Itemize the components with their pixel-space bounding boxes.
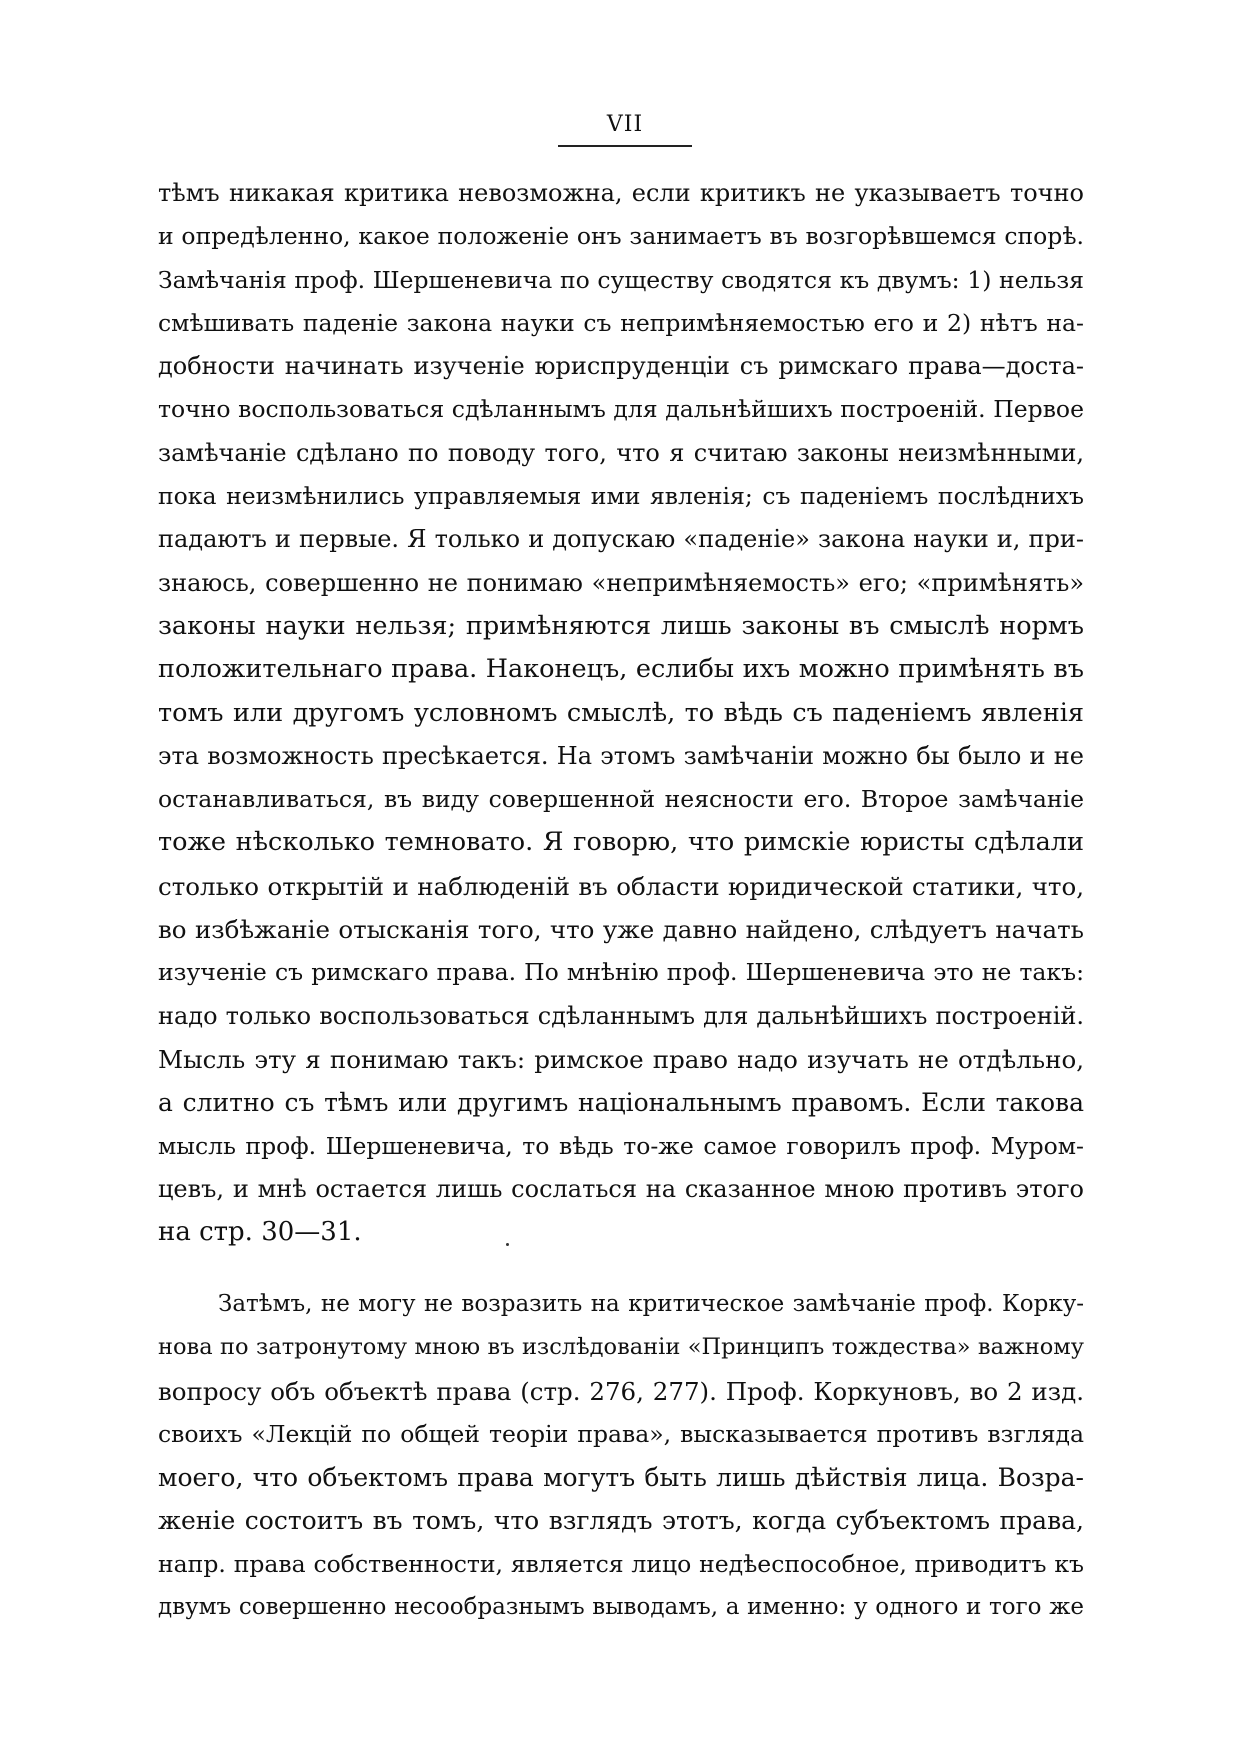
- header-rule: [558, 145, 692, 147]
- scan-speck: [506, 1243, 509, 1246]
- text-line: смѣшивать паденіе закона науки съ непримѣняемостью его и 2) нѣтъ на-: [158, 308, 1084, 337]
- text-line: томъ или другомъ условномъ смыслѣ, то вѣдь съ паденіемъ явленія: [158, 697, 1084, 728]
- text-line: Замѣчанія проф. Шершеневича по существу сводятся къ двумъ: 1) нельзя: [158, 265, 1084, 294]
- text-line: законы науки нельзя; примѣняются лишь законы въ смыслѣ нормъ: [158, 610, 1084, 641]
- text-line: двумъ совершенно несообразнымъ выводамъ, а именно: у одного и того же: [158, 1594, 1084, 1621]
- text-line: изученіе съ римскаго права. По мнѣнію проф. Шершеневича это не такъ:: [158, 958, 1084, 987]
- text-line: вопросу объ объектѣ права (стр. 276, 277). Проф. Коркуновъ, во 2 изд.: [158, 1376, 1084, 1406]
- text-line: тѣмъ никакая критика невозможна, если критикъ не указываетъ точно: [158, 179, 1084, 207]
- text-line: и опредѣленно, какое положеніе онъ занимаетъ въ возгорѣвшемся спорѣ.: [158, 222, 1084, 251]
- text-line: напр. права собственности, является лицо недѣеспособное, приводитъ къ: [158, 1549, 1084, 1578]
- text-line: женіе состоитъ въ томъ, что взглядъ этотъ, когда субъектомъ права,: [158, 1506, 1084, 1536]
- text-line: добности начинать изученіе юриспруденціи съ римскаго права—доста-: [158, 352, 1084, 381]
- text-line: мысль проф. Шершеневича, то вѣдь то-же самое говорилъ проф. Муром-: [158, 1131, 1084, 1160]
- text-line: знаюсь, совершенно не понимаю «непримѣняемость» его; «примѣнять»: [158, 568, 1084, 597]
- text-line: моего, что объектомъ права могутъ быть лишь дѣйствія лица. Возра-: [158, 1463, 1084, 1493]
- paragraph-1: [158, 172, 1084, 1254]
- text-line: замѣчаніе сдѣлано по поводу того, что я считаю законы неизмѣнными,: [158, 438, 1084, 467]
- text-line: точно воспользоваться сдѣланнымъ для дальнѣйшихъ построеній. Первое: [158, 395, 1084, 424]
- text-line: цевъ, и мнѣ остается лишь сослаться на сказанное мною противъ этого: [158, 1174, 1084, 1203]
- page-number: VII: [606, 112, 644, 137]
- text-line: столько открытій и наблюденій въ области юридической статики, что,: [158, 871, 1084, 901]
- text-line: надо только воспользоваться сдѣланнымъ для дальнѣйшихъ построеній.: [158, 1001, 1084, 1030]
- text-line: пока неизмѣнились управляемыя ими явленія; съ паденіемъ послѣднихъ: [158, 482, 1084, 511]
- text-line: Мысль эту я понимаю такъ: римское право надо изучать не отдѣльно,: [158, 1044, 1084, 1074]
- text-line: падаютъ и первые. Я только и допускаю «паденіе» закона науки и, при-: [158, 525, 1084, 554]
- text-line: во избѣжаніе отысканія того, что уже давно найдено, слѣдуетъ начать: [158, 915, 1084, 945]
- text-line: положительнаго права. Наконецъ, еслибы ихъ можно примѣнять въ: [158, 654, 1084, 685]
- paragraph-2: [158, 1283, 1084, 1629]
- text-line: своихъ «Лекцій по общей теоріи права», высказывается противъ взгляда: [158, 1419, 1084, 1448]
- text-line: тоже нѣсколько темновато. Я говорю, что римскіе юристы сдѣлали: [158, 827, 1084, 858]
- text-line: а слитно съ тѣмъ или другимъ національнымъ правомъ. Если такова: [158, 1088, 1084, 1118]
- text-line: на стр. 30—31.: [158, 1217, 362, 1248]
- text-line: останавливаться, въ виду совершенной неясности его. Второе замѣчаніе: [158, 785, 1084, 814]
- text-line: эта возможность пресѣкается. На этомъ замѣчаніи можно бы было и не: [158, 741, 1084, 770]
- text-line: нова по затронутому мною въ изслѣдованіи «Принципъ тождества» важному: [158, 1334, 1084, 1361]
- text-line: Затѣмъ, не могу не возразить на критическое замѣчаніе проф. Корку-: [218, 1291, 1084, 1317]
